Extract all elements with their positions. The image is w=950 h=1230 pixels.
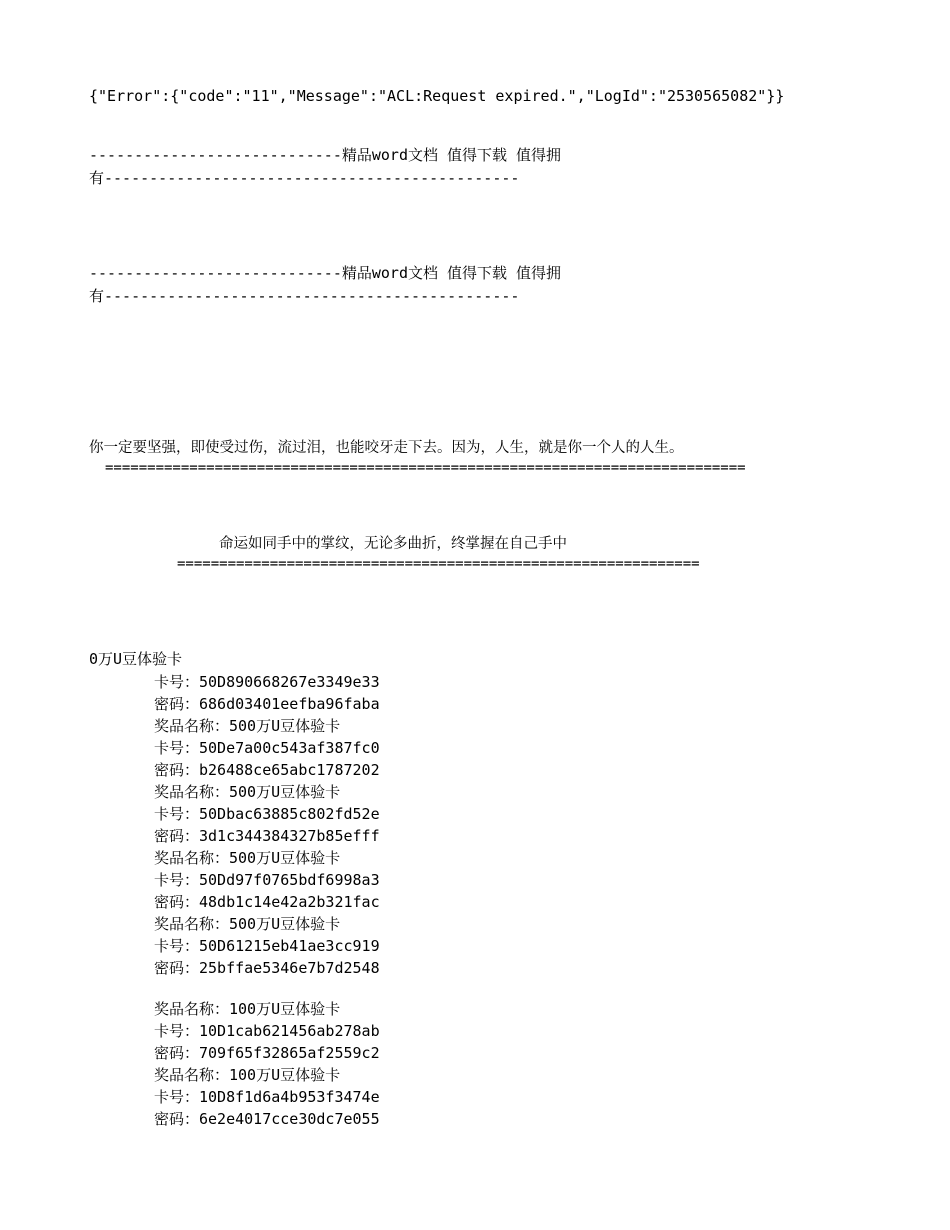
prize-card-list xyxy=(154,671,380,1130)
card-number: 卡号：50Dbac63885c802fd52e xyxy=(154,805,380,823)
separator-rule: ============================================================================ xyxy=(105,460,746,476)
card-number: 卡号：10D8f1d6a4b953f3474e xyxy=(154,1088,380,1106)
banner-line-1: ----------------------------精品word文档 值得下载 值得拥 xyxy=(89,146,562,164)
separator-rule: ============================================================== xyxy=(177,556,700,572)
prize-name: 奖品名称：100万U豆体验卡 xyxy=(154,1066,341,1084)
entry-gap xyxy=(154,979,380,998)
card-password: 密码：48db1c14e42a2b321fac xyxy=(154,893,380,911)
fate-quote: 命运如同手中的掌纹，无论多曲折，终掌握在自己手中 xyxy=(219,536,567,552)
card-number: 卡号：50Dd97f0765bdf6998a3 xyxy=(154,871,380,889)
card-number: 卡号：50De7a00c543af387fc0 xyxy=(154,739,380,757)
card-number: 卡号：10D1cab621456ab278ab xyxy=(154,1022,380,1040)
card-password: 密码：709f65f32865af2559c2 xyxy=(154,1044,380,1062)
card-password: 密码：b26488ce65abc1787202 xyxy=(154,761,380,779)
card-password: 密码：3d1c344384327b85efff xyxy=(154,827,380,845)
card-password: 密码：686d03401eefba96faba xyxy=(154,695,380,713)
error-json-line: {"Error":{"code":"11","Message":"ACL:Request expired.","LogId":"2530565082"}} xyxy=(89,87,785,105)
prize-name: 奖品名称：500万U豆体验卡 xyxy=(154,915,341,933)
card-password: 密码：6e2e4017cce30dc7e055 xyxy=(154,1110,380,1128)
motivational-quote: 你一定要坚强，即使受过伤，流过泪，也能咬牙走下去。因为，人生，就是你一个人的人生。 xyxy=(89,440,684,456)
prize-name: 奖品名称：100万U豆体验卡 xyxy=(154,1000,341,1018)
prize-name: 奖品名称：500万U豆体验卡 xyxy=(154,849,341,867)
banner-line-2: 有---------------------------------------------- xyxy=(89,287,520,305)
list-heading: 0万U豆体验卡 xyxy=(89,650,183,668)
prize-name: 奖品名称：500万U豆体验卡 xyxy=(154,717,341,735)
card-number: 卡号：50D890668267e3349e33 xyxy=(154,673,380,691)
banner-line-1: ----------------------------精品word文档 值得下载 值得拥 xyxy=(89,264,562,282)
card-password: 密码：25bffae5346e7b7d2548 xyxy=(154,959,380,977)
prize-name: 奖品名称：500万U豆体验卡 xyxy=(154,783,341,801)
banner-line-2: 有---------------------------------------------- xyxy=(89,169,520,187)
card-number: 卡号：50D61215eb41ae3cc919 xyxy=(154,937,380,955)
